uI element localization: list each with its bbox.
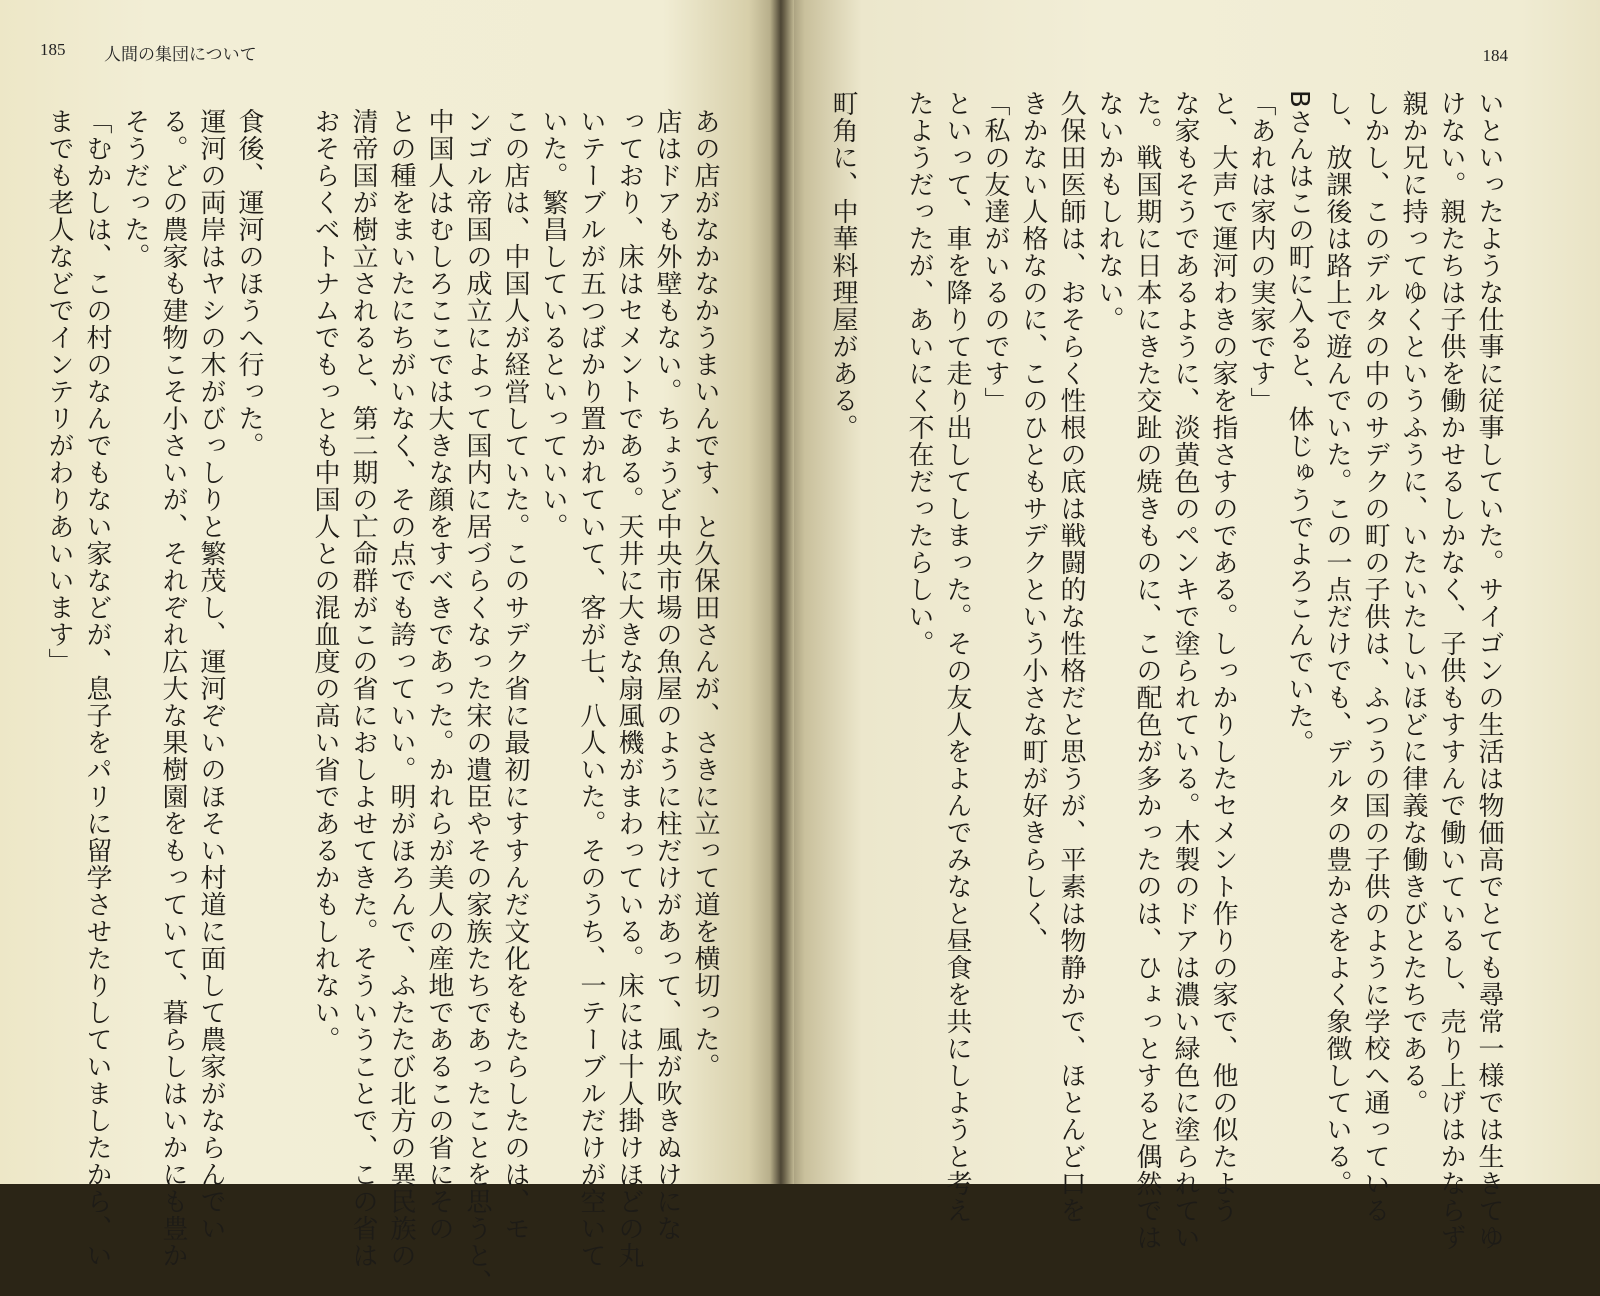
right-line: と、大声で運河わきの家を指さすのである。しっかりしたセメント作りの家で、他の似たよう	[1208, 90, 1238, 1224]
right-line: といって、車を降りて走り出してしまった。その友人をよんでみなと昼食を共にしようと考え	[942, 90, 972, 1224]
running-title: 人間の集団について	[104, 45, 257, 64]
right-line: 久保田医師は、おそらく性根の底は戦闘的な性格だと思うが、平素は物静かで、ほとんど口を	[1056, 90, 1086, 1224]
left-page	[0, 0, 780, 1296]
left-line: 店はドアも外壁もない。ちょうど中央市場の魚屋のように柱だけがあって、風が吹きぬけにな	[652, 108, 682, 1242]
left-line: との種をまいたにちがいなく、その点でも誇っていい。明がほろんで、ふたたび北方の異民族の	[386, 108, 416, 1269]
left-line: 中国人はむしろここでは大きな顔をすべきであった。かれらが美人の産地であるこの省にその	[424, 108, 454, 1242]
right-line: た。戦国期に日本にきた交趾の焼きものに、この配色が多かったのは、ひょっとすると偶然では	[1132, 90, 1162, 1251]
book-gutter	[770, 0, 794, 1184]
right-page	[780, 0, 1600, 1251]
left-line: あの店がなかなかうまいんです、と久保田さんが、さきに立って道を横切った。	[690, 108, 720, 1080]
right-line: たようだったが、あいにく不在だったらしい。	[904, 90, 934, 657]
right-line: いといったような仕事に従事していた。サイゴンの生活は物価高でとても尋常一様では生きてゆ	[1474, 90, 1504, 1251]
left-line: そうだった。	[120, 108, 150, 270]
left-line: 食後、運河のほうへ行った。	[234, 108, 264, 459]
right-line: 「あれは家内の実家です」	[1246, 90, 1276, 414]
left-page-number: 185	[40, 40, 66, 59]
right-page-body	[824, 90, 1508, 1251]
right-line: 町角に、中華料理屋がある。	[828, 90, 858, 441]
left-line: っており、床はセメントである。天井に大きな扇風機がまわっている。床には十人掛けほどの丸	[614, 108, 644, 1269]
right-line: 親か兄に持ってゆくというふうに、いたいたしいほどに律義な働きびとたちである。	[1398, 90, 1428, 1116]
right-line: けない。親たちは子供を働かせるしかなく、子供もすすんで働いているし、売り上げはかならず	[1436, 90, 1466, 1251]
right-line: ないかもしれない。	[1094, 90, 1124, 333]
left-line: 運河の両岸はヤシの木がびっしりと繁茂し、運河ぞいのほそい村道に面して農家がならんでい	[196, 108, 226, 1242]
left-line: までも老人などでインテリがわりあいいます」	[44, 108, 74, 675]
right-line-blank	[862, 90, 900, 1170]
left-line: る。どの農家も建物こそ小さいが、それぞれ広大な果樹園をもっていて、暮らしはいかにも豊か	[158, 108, 188, 1269]
right-page-number: 184	[1482, 46, 1508, 65]
left-line: いた。繁昌しているといっていい。	[538, 108, 568, 540]
right-line: きかない人格なのに、このひともサデクという小さな町が好きらしく、	[1018, 90, 1048, 954]
right-line: な家もそうであるように、淡黄色のペンキで塗られている。木製のドアは濃い緑色に塗られてい	[1170, 90, 1200, 1251]
left-line: この店は、中国人が経営していた。このサデク省に最初にすすんだ文化をもたらしたのは、モ	[500, 108, 530, 1242]
right-line: し、放課後は路上で遊んでいた。この一点だけでも、デルタの豊かさをよく象徴している。	[1322, 90, 1352, 1197]
right-line: Bさんはこの町に入ると、体じゅうでよろこんでいた。	[1284, 90, 1314, 757]
left-line: 「むかしは、この村のなんでもない家などが、息子をパリに留学させたりしていましたから、い	[82, 108, 112, 1269]
left-line: いテーブルが五つばかり置かれていて、客が七、八人いた。そのうち、一テーブルだけが空いて	[576, 108, 606, 1269]
left-line-blank	[268, 108, 306, 1168]
right-line: しかし、このデルタの中のサデクの町の子供は、ふつうの国の子供のように学校へ通っている	[1360, 90, 1390, 1224]
left-line: ンゴル帝国の成立によって国内に居づらくなった宋の遺臣やその家族たちであったことを思うと、	[462, 108, 492, 1296]
right-line: 「私の友達がいるのです」	[980, 90, 1010, 414]
left-page-body	[40, 108, 724, 1296]
left-line: 清帝国が樹立されると、第二期の亡命群がこの省におしよせてきた。そういうことで、この省は	[348, 108, 378, 1269]
left-line: おそらくベトナムでもっとも中国人との混血度の高い省であるかもしれない。	[310, 108, 340, 1053]
